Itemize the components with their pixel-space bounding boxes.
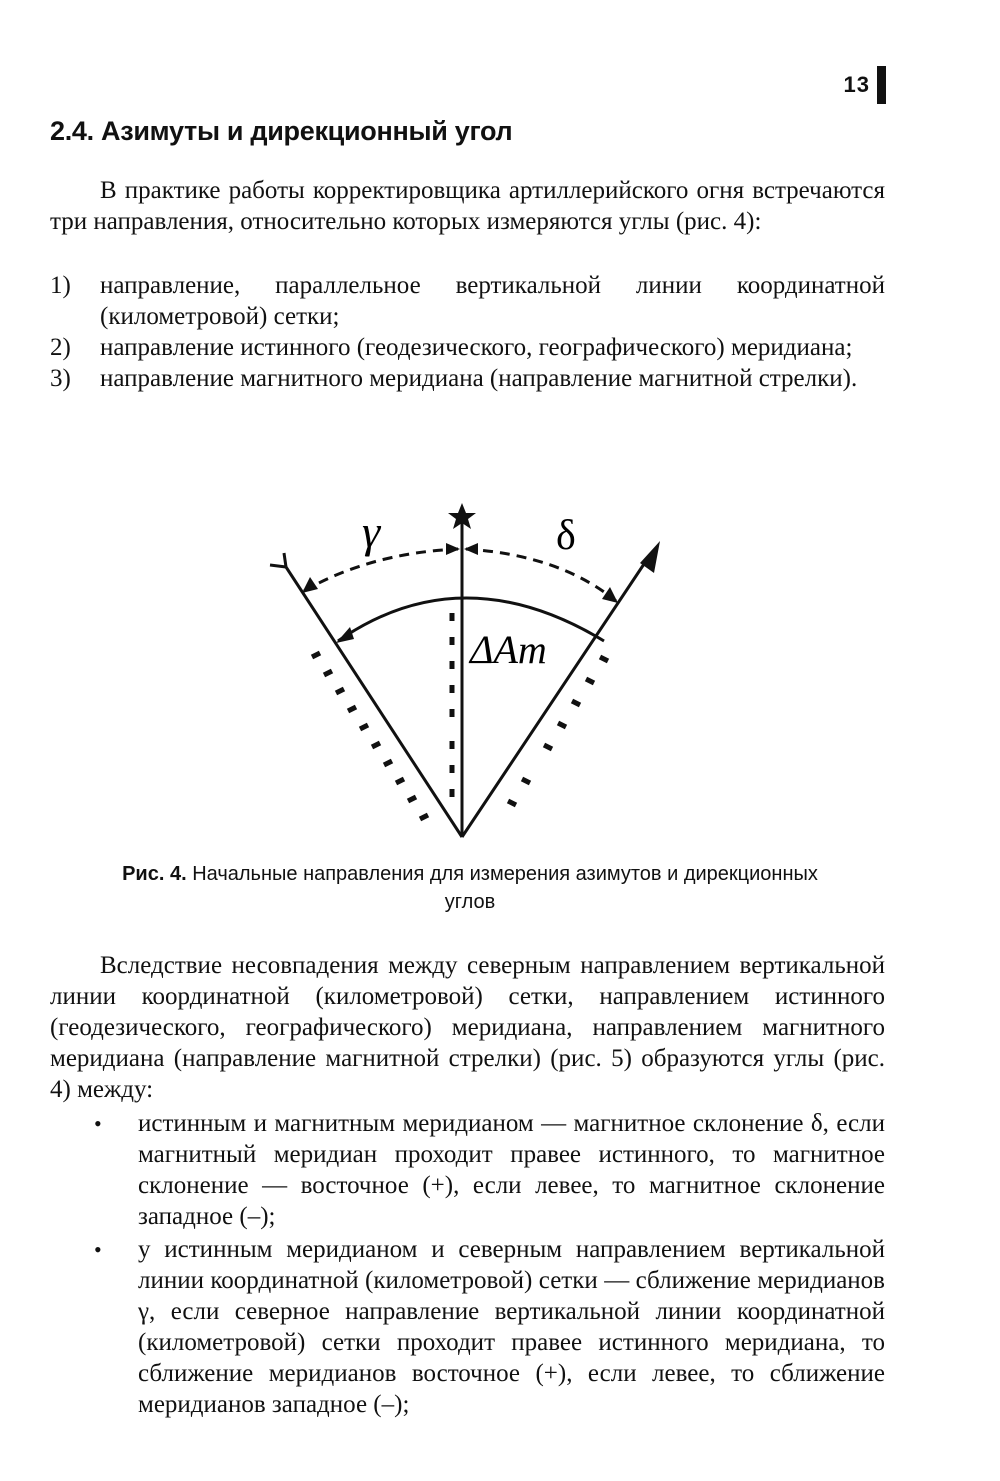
bullet-list [90, 1108, 885, 1422]
magnetic-meridian-line [462, 555, 650, 837]
figure-directions-diagram [260, 495, 680, 855]
delta-arrow-left-icon [464, 543, 478, 555]
true-meridian-line [286, 567, 462, 837]
page-number-bar [877, 66, 886, 104]
bullet-marker: • [94, 1111, 102, 1136]
caption-label: Рис. 4. [122, 863, 187, 885]
section-title: 2.4. Азимуты и дирекционный угол [50, 116, 513, 146]
caption-text: Начальные направления для измерения азимутов и дирекционных углов [192, 863, 818, 913]
left-hatching [312, 653, 428, 819]
list-item [90, 1108, 885, 1232]
list-item-number: 2) [50, 334, 71, 361]
delta-am-label: ΔAm [470, 627, 547, 672]
body-paragraph: Вследствие несовпадения между северным направлением вертикальной линии координатной (километровой) сетки, направлением истинного (геодезического, географического) меридиана, направлением магнитного меридиана (направление магнитной стрелки) (рис. 5) образуются углы (рис. 4) между: [50, 952, 885, 1103]
right-hatching [508, 657, 608, 805]
meridian-end-tick [270, 565, 286, 567]
list-item-text: истинным и магнитным меридианом — магнитное склонение δ, если магнитный меридиан проходит правее истинного, то магнитное склонение — восточное (+), если левее, то магнитное склонение западное (–); [138, 1110, 885, 1230]
delta-arc [466, 549, 616, 601]
gamma-arrow-left-icon [302, 577, 318, 593]
figure-caption [100, 860, 840, 916]
directions-list [50, 270, 885, 394]
intro-paragraph: В практике работы корректировщика артиллерийского огня встречаются три направления, относительно которых измеряются углы (рис. 4): [50, 177, 885, 235]
list-item-text: у истинным меридианом и северным направлением вертикальной линии координатной (километровой) сетки — сближение меридианов γ, если северное направление вертикальной линии координатной (километровой) сетки проходит правее истинного меридиана, то сближение меридианов восточное (+), если левее, то сближение меридианов западное (–); [138, 1236, 885, 1418]
list-item-number: 3) [50, 365, 71, 392]
list-item [50, 363, 885, 394]
list-item-text: направление истинного (геодезического, географического) меридиана; [100, 334, 853, 361]
meridian-end-tick [284, 553, 286, 567]
list-item-text: направление, параллельное вертикальной линии координатной (километровой) сетки; [100, 272, 885, 330]
gamma-arrow-right-icon [446, 543, 460, 555]
delta-label: δ [556, 513, 576, 559]
list-item [50, 332, 885, 363]
page-number: 13 [843, 72, 870, 97]
list-item [50, 270, 885, 332]
list-item-number: 1) [50, 272, 71, 299]
gamma-label: γ [362, 506, 381, 557]
list-item-text: направление магнитного меридиана (направление магнитной стрелки). [100, 365, 858, 392]
arc-arrow-icon [336, 627, 354, 643]
list-item [90, 1234, 885, 1420]
bullet-marker: • [94, 1237, 102, 1262]
gamma-arc [304, 549, 458, 591]
delta-arrow-right-icon [602, 587, 618, 603]
